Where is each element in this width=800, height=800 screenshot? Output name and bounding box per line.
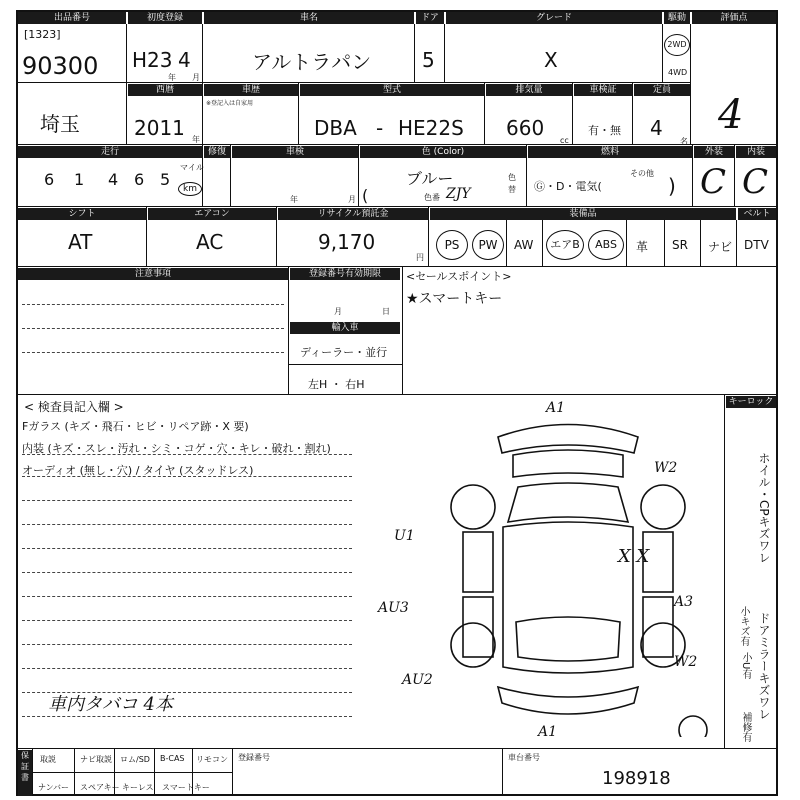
mileage-digit-4: 6 — [134, 170, 145, 189]
model-year: 2011 — [134, 116, 185, 140]
color-code-label: 色番 — [424, 193, 440, 202]
warranty-label: 保証書 — [18, 750, 32, 796]
first-reg-era: H23 — [132, 48, 173, 72]
model-header: 型式 — [300, 84, 484, 96]
score-header: 評価点 — [692, 12, 776, 24]
equip-abs: ABS — [588, 230, 624, 260]
mileage-digit-2: 1 — [74, 170, 85, 189]
score-value: 4 — [718, 92, 744, 138]
lot-header: 出品番号 — [18, 12, 126, 24]
capacity-unit: 名 — [680, 137, 688, 146]
repair-header: 修復 — [204, 146, 230, 158]
aircon-header: エアコン — [148, 208, 276, 220]
mark-au3: AU3 — [378, 600, 409, 616]
history-note: ※登記入は自家用 — [206, 100, 254, 107]
color-paren: ( — [362, 186, 369, 205]
side-note-repair: 補修有 — [740, 712, 751, 742]
inspector-header: < 検査員記入欄 > — [24, 400, 124, 414]
inspector-line-1: Fガラス (キズ・飛石・ヒビ・リペア跡・X 要) — [22, 420, 249, 433]
import-header: 輸入車 — [290, 322, 400, 334]
mark-u1: U1 — [394, 528, 415, 544]
color-change-label: 色替 — [508, 173, 516, 194]
equip-ps: PS — [436, 230, 468, 260]
interior-header: 内装 — [736, 146, 776, 158]
capacity-header: 定員 — [634, 84, 690, 96]
drive-2wd-circle: 2WD — [664, 34, 690, 56]
equip-sr: SR — [672, 238, 688, 252]
notes-header: 注意事項 — [18, 268, 288, 280]
aircon-value: AC — [196, 230, 224, 254]
doors-header: ドア — [416, 12, 444, 24]
history-header: 車歴 — [204, 84, 298, 96]
color-name: ブルー — [406, 169, 454, 188]
car-name: アルトラパン — [252, 50, 372, 74]
inspector-line-2: 内装 (キズ・スレ・汚れ・シミ・コゲ・穴・キレ・破れ・割れ) — [22, 442, 331, 455]
reg-no-label: 登録番号 — [238, 753, 270, 762]
import-steer: 左H ・ 右H — [308, 378, 365, 391]
grade-header: グレード — [446, 12, 662, 24]
displacement-unit: cc — [560, 136, 569, 145]
shaken-year-unit: 年 — [290, 195, 298, 204]
displacement-header: 排気量 — [486, 84, 572, 96]
fuel-close: ) — [668, 174, 676, 198]
side-note-small-scratch: 小キズ有 — [738, 606, 749, 646]
fuel-header: 燃料 — [528, 146, 692, 158]
year-unit: 年 — [168, 73, 176, 82]
equip-aw: AW — [514, 238, 534, 252]
model-dash: - — [376, 116, 384, 140]
exterior-grade: C — [700, 162, 727, 202]
equip-dtv: DTV — [744, 238, 769, 252]
fuel-other: その他 — [630, 169, 654, 178]
bottom-keyless: キーレス — [122, 783, 154, 792]
side-note-u: 小U有 — [740, 652, 751, 680]
inspector-line-3: オーディオ (無し・穴) / タイヤ (スタッドレス) — [22, 464, 254, 477]
recycle-unit: 円 — [416, 253, 424, 262]
month-unit: 月 — [192, 73, 200, 82]
sales-point-header: <セールスポイント> — [406, 270, 512, 283]
first-reg-month: 4 — [178, 48, 191, 72]
color-header: 色 (Color) — [360, 146, 526, 158]
mark-a3: A3 — [674, 594, 694, 610]
model-year-header: 西暦 — [128, 84, 202, 96]
interior-grade: C — [742, 162, 769, 202]
mileage-digit-5: 5 — [160, 170, 171, 189]
mileage-header: 走行 — [18, 146, 202, 158]
shaken-header: 車検 — [232, 146, 358, 158]
chassis-number: 198918 — [602, 768, 671, 789]
mileage-km-circle: km — [178, 182, 202, 196]
car-name-header: 車名 — [204, 12, 414, 24]
shaken-month-unit: 月 — [348, 195, 356, 204]
equip-navi: ナビ — [708, 240, 733, 254]
belt-header: ベルト — [738, 208, 776, 220]
grade-value: X — [544, 48, 558, 72]
bottom-rom-sd: ロム/SD — [120, 755, 150, 764]
bottom-smart-key: スマートキー — [162, 783, 210, 792]
shift-header: シフト — [18, 208, 146, 220]
model-year-unit: 年 — [192, 135, 200, 144]
lot-number: 90300 — [22, 52, 99, 80]
region: 埼玉 — [40, 112, 80, 136]
exterior-header: 外装 — [694, 146, 734, 158]
bottom-number-plate: ナンバー — [38, 783, 70, 792]
record-month: 月 — [334, 307, 342, 316]
mark-xx: X X — [618, 546, 650, 567]
model-code: HE22S — [398, 116, 464, 140]
equip-pw: PW — [472, 230, 504, 260]
side-note-mirror: ドアミラーキズワレ — [757, 612, 771, 720]
mark-a1-top: A1 — [546, 400, 566, 416]
equipment-header: 装備品 — [430, 208, 736, 220]
side-note-wheel: ホイル・CPキズワレ — [757, 452, 771, 564]
bottom-navi-manual: ナビ取説 — [80, 755, 112, 764]
record-header: 登録番号有効期限 — [290, 268, 400, 280]
car-diagram — [418, 407, 718, 737]
bottom-manual: 取説 — [40, 755, 56, 764]
mark-w2-lower: W2 — [674, 654, 698, 670]
lot-code: [1323] — [24, 28, 61, 41]
mileage-mile: マイル — [180, 163, 204, 172]
drive-4wd: 4WD — [668, 68, 688, 77]
color-code: ZJY — [446, 186, 471, 202]
bottom-bcas: B-CAS — [160, 754, 185, 763]
handwritten-note: 車内タバコ 4本 — [48, 694, 173, 715]
recycle-header: リサイクル預託金 — [278, 208, 428, 220]
model-prefix: DBA — [314, 116, 357, 140]
displacement-value: 660 — [506, 116, 545, 140]
record-day: 日 — [382, 307, 390, 316]
inspection-cert: 有・無 — [588, 124, 621, 137]
mileage-digit-3: 4 — [108, 170, 119, 189]
mileage-digit-1: 6 — [44, 170, 55, 189]
drive-header: 駆動 — [664, 12, 690, 24]
bottom-spare-key: スペアキー — [80, 783, 120, 792]
fuel-options: Ⓖ・D・電気( — [534, 180, 602, 193]
doors-value: 5 — [422, 48, 435, 72]
key-lock-header: キーロック — [726, 396, 776, 408]
recycle-value: 9,170 — [318, 230, 376, 254]
equip-airbag: エアB — [546, 230, 584, 260]
first-reg-header: 初度登録 — [128, 12, 202, 24]
mark-au2: AU2 — [402, 672, 433, 688]
mark-a1-bottom: A1 — [538, 724, 558, 740]
bottom-remote: リモコン — [196, 755, 228, 764]
import-type: ディーラー・並行 — [300, 346, 388, 359]
mark-w2-right: W2 — [654, 460, 678, 476]
sales-point: ★スマートキー — [406, 291, 503, 307]
chassis-label: 車台番号 — [508, 753, 540, 762]
capacity-value: 4 — [650, 116, 663, 140]
auction-sheet — [16, 10, 778, 796]
shift-value: AT — [68, 230, 93, 254]
inspection-header: 車検証 — [574, 84, 632, 96]
equip-leather: 革 — [636, 240, 649, 254]
